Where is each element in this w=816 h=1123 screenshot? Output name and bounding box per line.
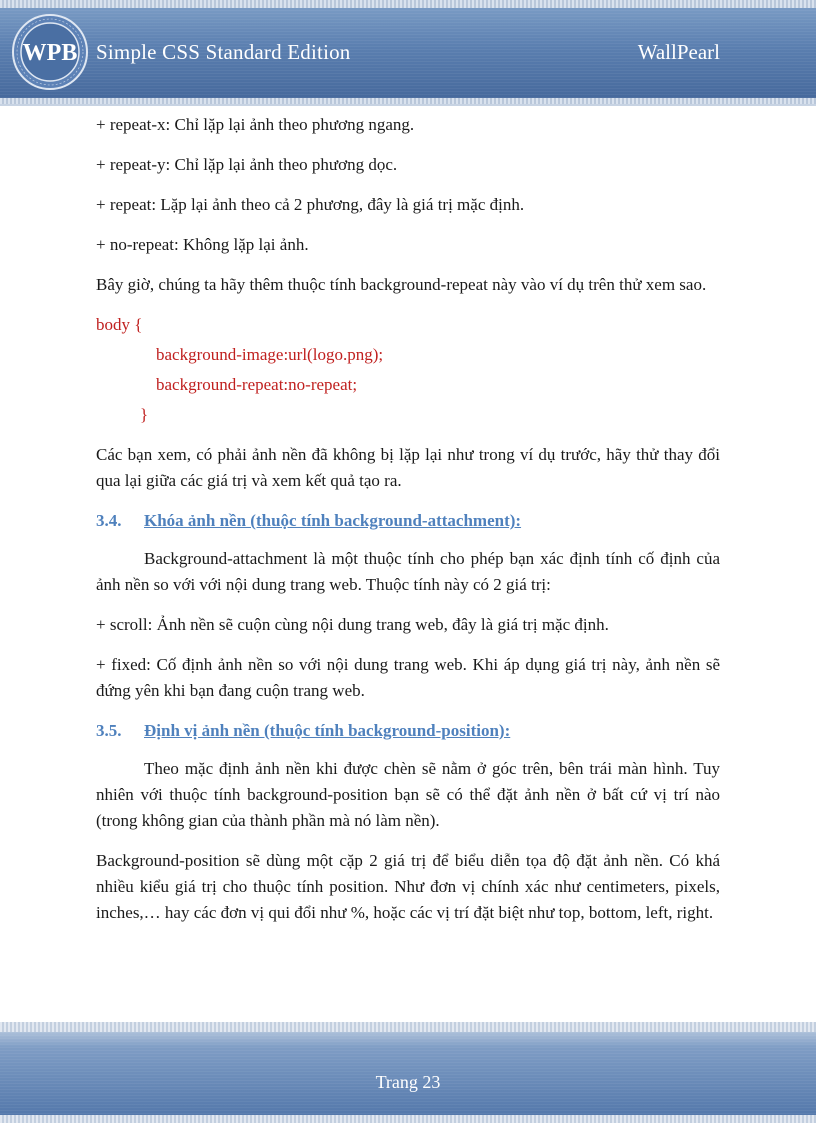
paragraph-repeat: + repeat: Lặp lại ảnh theo cả 2 phương, đây là giá trị mặc định. (96, 195, 525, 214)
page-header (0, 0, 816, 106)
page-number: Trang 23 (375, 1072, 441, 1092)
code-line-open: body { (96, 315, 143, 334)
section-number: 3.5. (96, 721, 122, 740)
footer-stripe-top (0, 1022, 816, 1032)
header-stripe-bottom (0, 98, 816, 104)
code-line-background-image: background-image:url(logo.png); (156, 345, 384, 364)
document-body (96, 112, 720, 940)
header-stripe-top (0, 0, 816, 8)
paragraph-repeat-x: + repeat-x: Chỉ lặp lại ảnh theo phương ngang. (96, 115, 415, 134)
section-title: Khóa ảnh nền (thuộc tính background-attachment): (144, 511, 522, 530)
code-example (96, 312, 720, 428)
paragraph-position-default: Theo mặc định ảnh nền khi được chèn sẽ nằm ở góc trên, bên trái màn hình. Tuy nhiên với thuộc tính background-position bạn sẽ có thể đặt ảnh nền ở bất cứ vị trí nào (trong không gian của thành phần mà nó làm nền). (96, 759, 720, 830)
section-heading-3-5 (96, 718, 720, 744)
paragraph-fixed: + fixed: Cố định ảnh nền so với nội dung trang web. Khi áp dụng giá trị này, ảnh nền sẽ đứng yên khi bạn đang cuộn trang web. (96, 655, 720, 700)
page-footer (0, 1022, 816, 1123)
paragraph-intro-example: Bây giờ, chúng ta hãy thêm thuộc tính background-repeat này vào ví dụ trên thử xem sao. (96, 275, 707, 294)
section-number: 3.4. (96, 511, 122, 530)
paragraph-no-repeat: + no-repeat: Không lặp lại ảnh. (96, 235, 309, 254)
header-brand: WallPearl (637, 40, 720, 64)
code-line-background-repeat: background-repeat:no-repeat; (156, 375, 358, 394)
paragraph-scroll: + scroll: Ảnh nền sẽ cuộn cùng nội dung trang web, đây là giá trị mặc định. (96, 615, 609, 634)
logo-text: WPB (22, 40, 78, 66)
paragraph-position-values: Background-position sẽ dùng một cặp 2 giá trị để biểu diễn tọa độ đặt ảnh nền. Có khá nhiều kiểu giá trị cho thuộc tính position. Như đơn vị chính xác như centimeters, pixels, inches,… hay các đơn vị qui đổi như %, hoặc các vị trí đặt biệt như top, bottom, left, right. (96, 851, 720, 922)
header-title: Simple CSS Standard Edition (96, 40, 351, 64)
code-line-close: } (140, 405, 149, 424)
wpb-logo-icon (10, 12, 90, 92)
section-heading-3-4 (96, 508, 720, 534)
footer-stripe-bottom (0, 1115, 816, 1123)
paragraph-repeat-y: + repeat-y: Chỉ lặp lại ảnh theo phương dọc. (96, 155, 398, 174)
paragraph-attachment-intro: Background-attachment là một thuộc tính cho phép bạn xác định tính cố định của ảnh nền so với với nội dung trang web. Thuộc tính này có 2 giá trị: (96, 549, 720, 594)
paragraph-result: Các bạn xem, có phải ảnh nền đã không bị lặp lại như trong ví dụ trước, hãy thử thay đổi qua lại giữa các giá trị và xem kết quả tạo ra. (96, 445, 720, 490)
section-title: Định vị ảnh nền (thuộc tính background-position): (144, 721, 511, 740)
